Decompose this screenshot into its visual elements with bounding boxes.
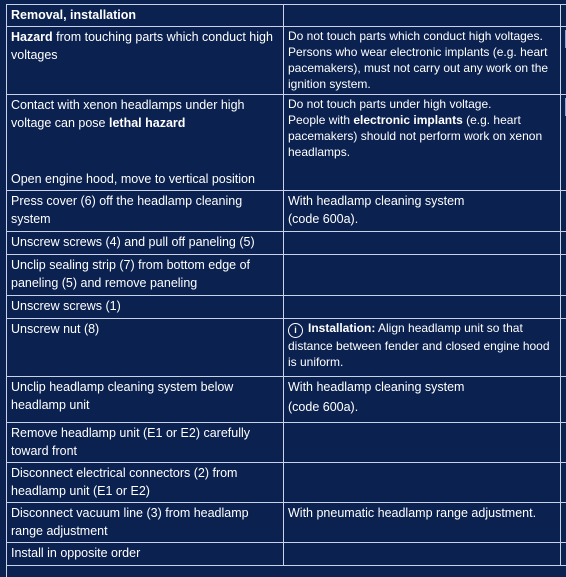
hazard-text: Contact with xenon headlamps under high voltage can pose lethal hazard — [11, 98, 245, 130]
step-cell — [7, 543, 284, 566]
step-cell — [7, 377, 284, 423]
code-note: (code 600a). — [288, 212, 359, 226]
table-row — [7, 423, 566, 463]
note-cell — [284, 255, 561, 296]
edge-cell — [561, 27, 566, 95]
note-text: With headlamp cleaning system — [288, 380, 465, 394]
hazard-text: from touching parts which conduct high voltages — [11, 30, 273, 62]
note-cell — [284, 423, 561, 463]
table-row — [7, 463, 566, 503]
installation-note: Align headlamp unit so that distance between fender and closed engine hood is uniform. — [288, 321, 550, 369]
table-row — [7, 543, 566, 566]
hazard-label: Hazard — [11, 30, 53, 44]
note-cell — [284, 319, 561, 377]
step-text: Remove headlamp unit (E1 or E2) carefully toward front — [11, 426, 251, 458]
section-title: Removal, installation — [11, 8, 137, 22]
note-cell — [284, 232, 561, 255]
step-text: Unclip headlamp cleaning system below headlamp unit — [11, 380, 234, 412]
step-text: Unclip sealing strip (7) from bottom edge of paneling (5) and remove paneling — [11, 258, 250, 290]
step-text: Open engine hood, move to vertical position — [11, 172, 255, 186]
edge-cell — [561, 463, 566, 503]
table-row — [7, 27, 566, 95]
step-text: Install in opposite order — [11, 546, 141, 560]
note-cell — [284, 543, 561, 566]
note-text: Do not touch parts which conduct high voltages. Persons who wear electronic implants (e.g. heart pacemakers), must not carry out any work on the ignition system. — [288, 29, 549, 91]
table-row — [7, 232, 566, 255]
note-text: Do not touch parts under high voltage. — [288, 97, 492, 111]
step-cell — [7, 95, 284, 191]
note-text: With headlamp cleaning system — [288, 194, 465, 208]
step-text: Unscrew screws (4) and pull off paneling (5) — [11, 235, 255, 249]
edge-cell — [561, 255, 566, 296]
step-cell — [7, 27, 284, 95]
edge-cell — [561, 232, 566, 255]
note-cell — [284, 377, 561, 423]
edge-cell — [561, 191, 566, 232]
table-header-row — [7, 5, 566, 27]
edge-cell — [561, 423, 566, 463]
edge-cell — [561, 543, 566, 566]
steps-table — [6, 4, 566, 566]
edge-cell — [561, 503, 566, 543]
note-cell — [284, 191, 561, 232]
note-text: With pneumatic headlamp range adjustment. — [288, 506, 537, 520]
info-circle-icon: i — [288, 323, 303, 338]
edge-cell — [561, 95, 566, 191]
step-cell — [7, 423, 284, 463]
step-cell — [7, 463, 284, 503]
note-cell — [284, 95, 561, 191]
step-text: Unscrew nut (8) — [11, 322, 100, 336]
edge-cell — [561, 377, 566, 423]
step-cell — [7, 255, 284, 296]
edge-cell — [561, 319, 566, 377]
step-cell — [7, 319, 284, 377]
step-text: Unscrew screws (1) — [11, 299, 121, 313]
step-text: Press cover (6) off the headlamp cleaning system — [11, 194, 243, 226]
header-edge-cell — [561, 5, 566, 27]
table-row — [7, 319, 566, 377]
note-cell — [284, 296, 561, 319]
note-cell — [284, 27, 561, 95]
table-row — [7, 296, 566, 319]
implants-note: People with electronic implants (e.g. heart pacemakers) should not perform work on xenon headlamps. — [288, 113, 543, 159]
step-cell — [7, 191, 284, 232]
edge-cell — [561, 296, 566, 319]
step-cell — [7, 232, 284, 255]
note-cell — [284, 463, 561, 503]
step-cell — [7, 503, 284, 543]
step-text: Disconnect electrical connectors (2) from headlamp unit (E1 or E2) — [11, 466, 238, 498]
table-row — [7, 255, 566, 296]
header-cell — [7, 5, 284, 27]
table-row — [7, 191, 566, 232]
header-empty-cell — [284, 5, 561, 27]
lethal-hazard-label: lethal hazard — [109, 116, 186, 130]
table-row — [7, 377, 566, 423]
table-row — [7, 503, 566, 543]
installation-label: Installation: — [308, 321, 376, 335]
table-row — [7, 95, 566, 191]
step-text: Disconnect vacuum line (3) from headlamp range adjustment — [11, 506, 249, 538]
step-cell — [7, 296, 284, 319]
note-cell — [284, 503, 561, 543]
code-note: (code 600a). — [288, 400, 359, 414]
